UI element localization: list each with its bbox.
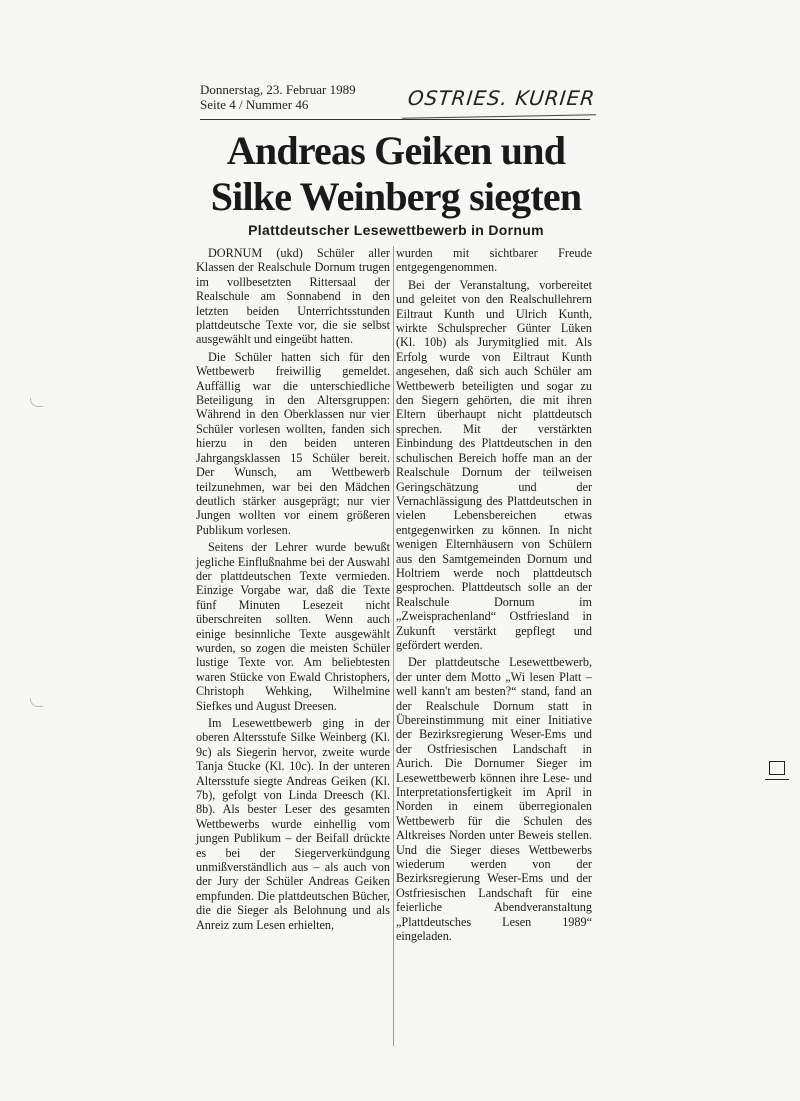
- handwritten-source-note: OSTRIES. KURIER: [406, 86, 597, 110]
- page-number-line: Seite 4 / Nummer 46: [200, 97, 309, 112]
- paragraph-1: DORNUM (ukd) Schüler aller Klassen der Realschule Dornum trugen im vollbesetzten Rittersaal der Realschule am Sonnabend in den letzten beiden Unterrichtsstunden plattdeutsche Texte vor, die sie selbst ausgewählt und eingeübt hatten.: [196, 246, 390, 347]
- headline-line-1: Andreas Geiken und: [226, 128, 566, 173]
- headline: [196, 128, 596, 220]
- header-date-line: [200, 82, 356, 112]
- paragraph-5: Bei der Veranstaltung, vorbereitet und geleitet von den Realschullehrern Eiltraut Kunth und Ulrich Kunth, wirkte Schulsprecher Günter Lüken (Kl. 10b) als Jurymitglied mit. Als Erfolg wurde von Eiltraut Kunth angesehen, daß sich auch Schüler am Wettbewerb beteiligten und sogar zu den Siegern gehörten, die mit ihren Eltern überhaupt nicht plattdeutsch sprechen. Mit der verstärkten Einbindung des Plattdeutschen in den schulischen Bereich hoffe man an der Realschule Dornum der teilweisen Geringschätzung und der Vernachlässigung des Plattdeutschen in vielen Lebensbereichen etwas entgegenwirken zu können. In nicht wenigen Elternhäusern von Schülern aus den Samtgemeinden Dornum und Holtriem werde noch plattdeutsch gesprochen. Plattdeutsch solle an der Realschule Dornum im „Zweisprachenland“ Ostfriesland in Zukunft verstärkt gepflegt und gefördert werden.: [396, 277, 592, 652]
- paragraph-2: Die Schüler hatten sich für den Wettbewerb freiwillig gemeldet. Auffällig war die unterschiedliche Beteiligung in den Altersgruppen: Während in den Oberklassen nur vier Schüler vorlesen wollten, fanden sich hierzu in den beiden unteren Jahrgangsklassen 15 Schüler bereit. Der Wunsch, am Wettbewerb teilzunehmen, war bei den Mädchen deutlich stärker ausgeprägt; nur vier Jungen wollten vor einem größeren Publikum vorlesen.: [196, 349, 390, 537]
- headline-line-2: Silke Weinberg siegten: [210, 174, 582, 219]
- paragraph-6: Der plattdeutsche Lesewettbewerb, der unter dem Motto „Wi lesen Platt – well kann't am besten?“ stand, fand an der Realschule Dornum statt in Übereinstimmung mit einer Initiative der Bezirksregierung Weser-Ems und der Ostfriesischen Landschaft in Aurich. Die Dornumer Sieger im Lesewettbewerb können ihre Lese- und Interpretationsfertigkeit im April in Norden in einem überregionalen Wettbewerb für die Schulen des Altkreises Norden unter Beweis stellen. Und die Sieger dieses Wettbewerbs wiederum werden von der Bezirksregierung Weser-Ems und der Ostfriesischen Landschaft für eine feierliche Abendveranstaltung „Plattdeutsches Lesen 1989“ eingeladen.: [396, 655, 592, 944]
- column-separator: [393, 246, 394, 1046]
- article-column-right: [396, 246, 592, 947]
- paragraph-3: Seitens der Lehrer wurde bewußt jegliche Einflußnahme bei der Auswahl der plattdeutschen Texte vermieden. Einzige Vorgabe war, daß die Texte fünf Minuten Lesezeit nicht überschreiten sollten. Wenn auch einige besinnliche Texte ausgewählt wurden, so zogen die meisten Schüler lustige Texte vor. Am beliebtesten waren Stücke von Ewald Christophers, Christoph Wehking, Wilhelmine Siefkes und August Dreesen.: [196, 540, 390, 713]
- paragraph-4: Im Lesewettbewerb ging in der oberen Altersstufe Silke Weinberg (Kl. 9c) als Siegerin hervor, zweite wurde Tanja Stucke (Kl. 10c). In der unteren Altersstufe siegte Andreas Geiken (Kl. 7b), gefolgt von Linda Dreesch (Kl. 8b). Als bester Leser des gesamten Wettbewerbs wurde einhellig vom jungen Publikum – der Beifall drückte es bei der Siegerverkündgung unmißverständlich aus – als auch von der Jury der Schüler Andreas Geiken empfunden. Die plattdeutschen Bücher, die die Sieger als Belohnung und als Anreiz zum Lesen erhielten,: [196, 716, 390, 932]
- stamp-square-icon: [769, 761, 785, 775]
- scan-mark-lower: [30, 698, 43, 707]
- date-line: Donnerstag, 23. Februar 1989: [200, 82, 356, 97]
- paragraph-continuation: wurden mit sichtbarer Freude entgegengenommen.: [396, 246, 592, 275]
- header-rule: [200, 119, 590, 120]
- article-column-left: [196, 246, 390, 935]
- scan-mark-upper: [30, 398, 43, 407]
- stamp-square-underline: [765, 779, 789, 780]
- subheadline: Plattdeutscher Lesewettbewerb in Dornum: [248, 222, 544, 238]
